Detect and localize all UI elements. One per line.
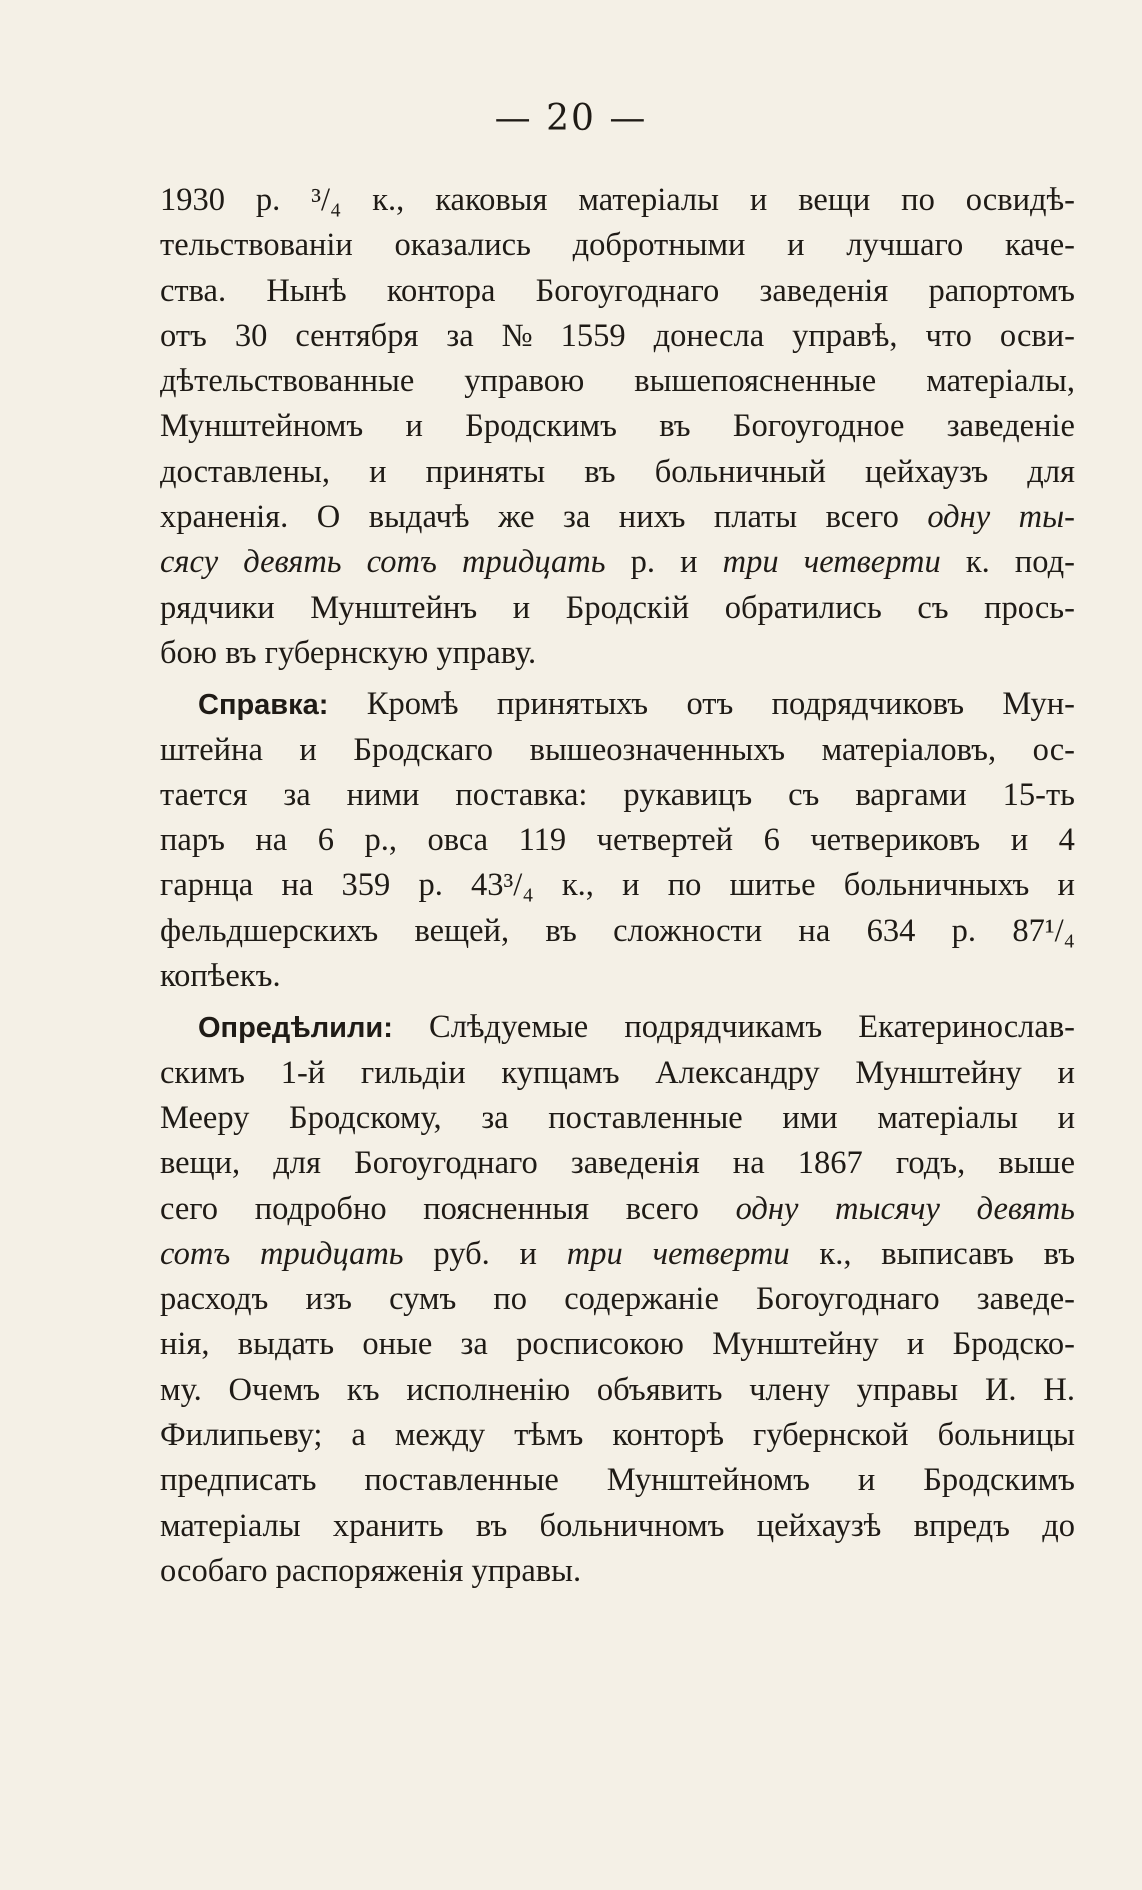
text-line: особаго распоряженія управы. [160,1552,582,1589]
text-line: сего подробно поясненныя всего одну тысячу девять [160,1190,1075,1227]
text-line: Опредѣлили: Слѣдуемые подрядчикамъ Екатеринослав- [198,1009,1075,1046]
text-line: Мунштейномъ и Бродскимъ въ Богоугодное заведеніе [160,408,1075,445]
text-line: Филипьеву; а между тѣмъ конторѣ губернской больницы [160,1417,1075,1454]
text-line: паръ на 6 р., овса 119 четвертей 6 четвериковъ и 4 [160,822,1075,859]
text-line: тельствованіи оказались добротными и лучшаго каче- [160,227,1075,264]
text-line: дѣтельствованные управою вышепоясненные матеріалы, [160,363,1075,400]
text-line: скимъ 1-й гильдіи купцамъ Александру Мунштейну и [160,1054,1075,1091]
text-line: храненія. О выдачѣ же за нихъ платы всего одну ты- [160,499,1075,536]
text-line: тается за ними поставка: рукавицъ съ варгами 15-ть [160,776,1075,813]
text-line: бою въ губернскую управу. [160,634,537,671]
text-line: Справка: Кромѣ принятыхъ отъ подрядчиковъ Мун- [198,686,1075,723]
text-line: сотъ тридцать руб. и три четверти к., выписавъ въ [160,1235,1075,1272]
text-line: отъ 30 сентября за № 1559 донесла управѣ, что осви- [160,317,1075,354]
text-line: фельдшерскихъ вещей, въ сложности на 634 р. 87¹/₄ [160,912,1075,949]
text-line: расходъ изъ сумъ по содержаніе Богоугоднаго заведе- [160,1281,1075,1318]
text-line: вещи, для Богоугоднаго заведенія на 1867 годъ, выше [160,1145,1075,1182]
text-line: сясу девять сотъ тридцать р. и три четверти к. под- [160,544,1075,581]
text-line: предписать поставленные Мунштейномъ и Бродскимъ [160,1462,1075,1499]
text-line: доставлены, и приняты въ больничный цейхаузъ для [160,453,1075,490]
document-body [160,182,1075,1598]
text-line: му. Очемъ къ исполненію объявить члену управы И. Н. [160,1371,1075,1408]
text-line: штейна и Бродскаго вышеозначенныхъ матеріаловъ, ос- [160,731,1075,768]
text-line: гарнца на 359 р. 43³/₄ к., и по шитье больничныхъ и [160,867,1075,904]
text-line: рядчики Мунштейнъ и Бродскій обратились съ прось- [160,589,1075,626]
text-line: ства. Нынѣ контора Богоугоднаго заведенія рапортомъ [160,272,1075,309]
text-line: 1930 р. ³/₄ к., каковыя матеріалы и вещи по освидѣ- [160,182,1075,218]
text-line: матеріалы хранить въ больничномъ цейхаузѣ впредъ до [160,1507,1075,1544]
text-line: нія, выдать оные за росписокою Мунштейну и Бродско- [160,1326,1075,1363]
text-line: Мееру Бродскому, за поставленные ими матеріалы и [160,1099,1075,1136]
text-line: копѣекъ. [160,958,281,995]
page-number: — 20 — [494,98,648,139]
